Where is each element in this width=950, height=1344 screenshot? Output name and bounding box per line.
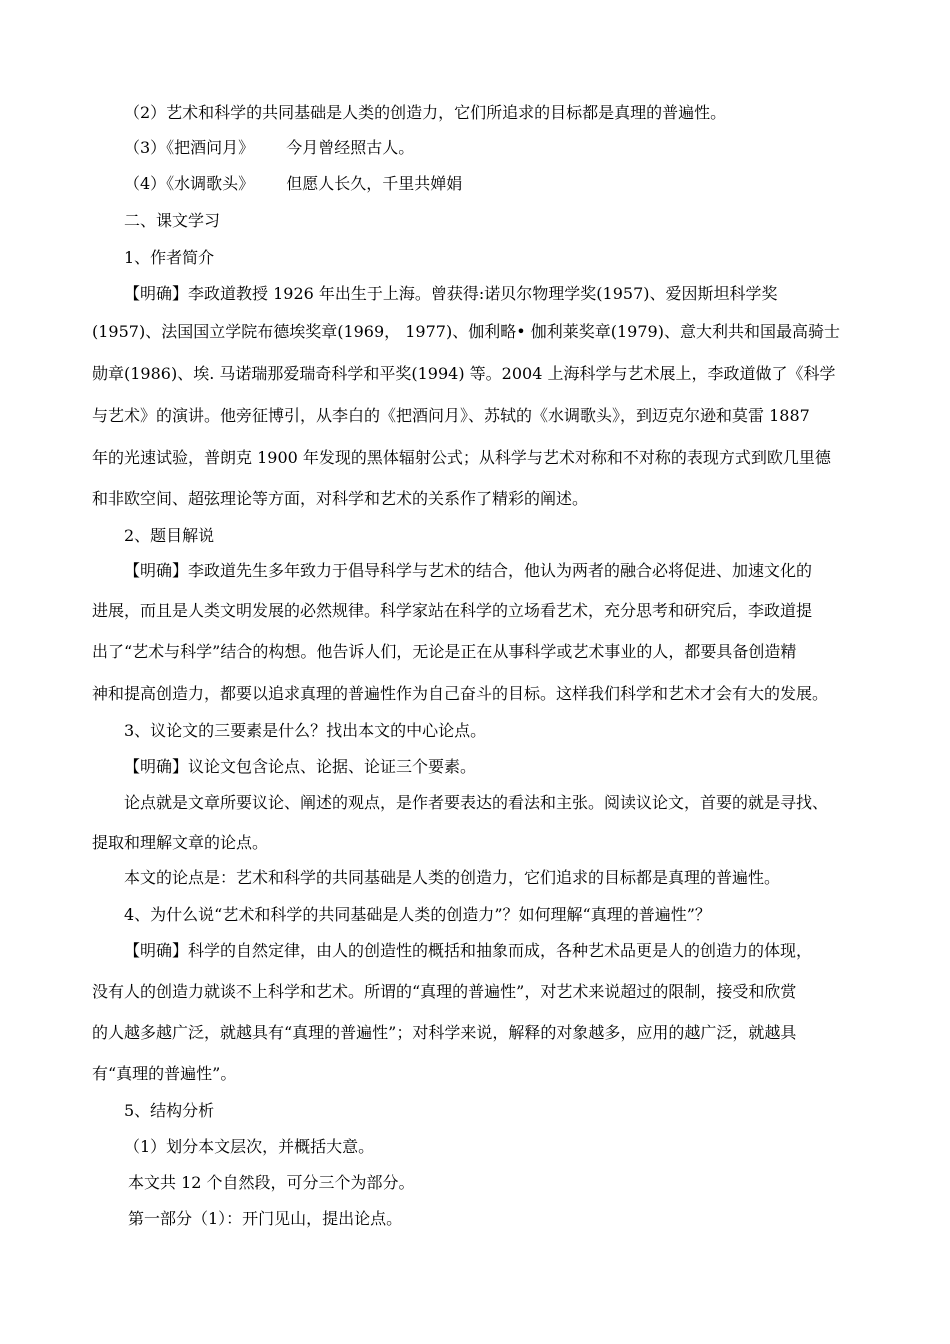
paragraph-line: 本文的论点是：艺术和科学的共同基础是人类的创造力，它们追求的目标都是真理的普遍性。 <box>124 868 781 887</box>
paragraph-line: 本文共 12 个自然段，可分三个为部分。 <box>128 1173 415 1192</box>
paragraph-line: 论点就是文章所要议论、阐述的观点，是作者要表达的看法和主张。阅读议论文，首要的就是寻找、 <box>124 793 829 812</box>
paragraph-line: (1957)、法国国立学院布德埃奖章(1969， 1977)、伽利略• 伽利莱奖章(1979)、意大利共和国最高骑士 <box>92 322 840 341</box>
poem-title-shui-diao-ge-tou: （4）《水调歌头》 <box>124 174 255 193</box>
subsection-heading: 2、题目解说 <box>124 526 215 545</box>
answer-line-3 <box>124 137 892 159</box>
paragraph-line: 出了“艺术与科学”结合的构想。他告诉人们，无论是正在从事科学或艺术事业的人，都要具备创造精 <box>92 642 797 661</box>
paragraph-line: 和非欧空间、超弦理论等方面，对科学和艺术的关系作了精彩的阐述。 <box>92 489 589 508</box>
paragraph-line: 【明确】议论文包含论点、论据、论证三个要素。 <box>124 757 477 776</box>
section-heading: 二、课文学习 <box>124 211 221 230</box>
answer-line-4 <box>124 173 892 195</box>
paragraph-line: （1）划分本文层次，并概括大意。 <box>124 1137 375 1156</box>
paragraph-line: 【明确】科学的自然定律，由人的创造性的概括和抽象而成，各种艺术品更是人的创造力的体现， <box>124 941 813 960</box>
subsection-heading: 4、为什么说“艺术和科学的共同基础是人类的创造力”？如何理解“真理的普遍性”？ <box>124 905 711 924</box>
subsection-heading: 5、结构分析 <box>124 1101 215 1120</box>
paragraph-line: 神和提高创造力，都要以追求真理的普遍性作为自己奋斗的目标。这样我们科学和艺术才会有大的发展。 <box>92 684 829 703</box>
paragraph-line: 年的光速试验，普朗克 1900 年发现的黑体辐射公式；从科学与艺术对称和不对称的表现方式到欧几里德 <box>92 448 831 467</box>
poem-quote: 但愿人长久，千里共婵娟 <box>286 174 463 193</box>
paragraph-line: 进展，而且是人类文明发展的必然规律。科学家站在科学的立场看艺术，充分思考和研究后，李政道提 <box>92 601 813 620</box>
answer-line-2: （2）艺术和科学的共同基础是人类的创造力，它们所追求的目标都是真理的普遍性。 <box>124 103 727 122</box>
paragraph-line: 提取和理解文章的论点。 <box>92 833 269 852</box>
paragraph-line: 【明确】李政道先生多年致力于倡导科学与艺术的结合，他认为两者的融合必将促进、加速文化的 <box>124 561 813 580</box>
subsection-heading: 3、议论文的三要素是什么？找出本文的中心论点。 <box>124 721 487 740</box>
paragraph-line: 【明确】李政道教授 1926 年出生于上海。曾获得:诺贝尔物理学奖(1957)、爱因斯坦科学奖 <box>124 284 778 303</box>
paragraph-line: 勋章(1986)、埃. 马诺瑞那爱瑞奇科学和平奖(1994) 等。2004 上海科学与艺术展上，李政道做了《科学 <box>92 364 836 383</box>
paragraph-line: 第一部分（1）：开门见山，提出论点。 <box>128 1209 403 1228</box>
subsection-heading: 1、作者简介 <box>124 248 215 267</box>
paragraph-line: 与艺术》的演讲。他旁征博引，从李白的《把酒问月》、苏轼的《水调歌头》，到迈克尔逊和莫雷 1887 <box>92 406 810 425</box>
poem-quote: 今月曾经照古人。 <box>286 138 415 157</box>
paragraph-line: 的人越多越广泛，就越具有“真理的普遍性”；对科学来说，解释的对象越多，应用的越广泛，就越具 <box>92 1023 797 1042</box>
poem-title-ba-jiu-wen-yue: （3）《把酒问月》 <box>124 138 255 157</box>
paragraph-line: 有“真理的普遍性”。 <box>92 1064 237 1083</box>
paragraph-line: 没有人的创造力就谈不上科学和艺术。所谓的“真理的普遍性”，对艺术来说超过的限制，接受和欣赏 <box>92 982 797 1001</box>
